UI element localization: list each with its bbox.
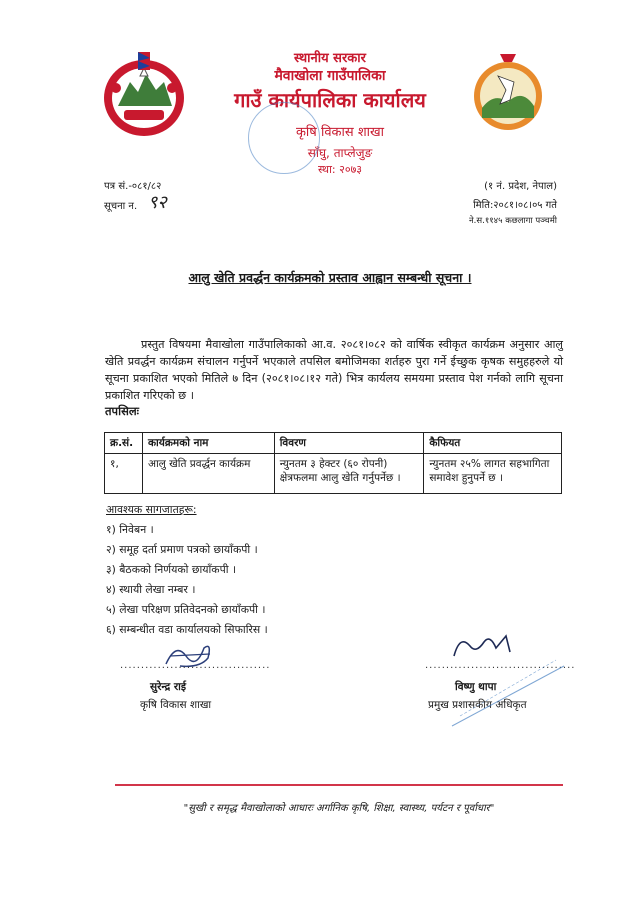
notice-subject: आलु खेति प्रवर्द्धन कार्यक्रमको प्रस्ताव आह्वान सम्बन्धी सूचना ।: [188, 270, 472, 285]
letter-date: मिति:२०८१।०८।०५ गते: [473, 200, 557, 211]
right-signatory-title: प्रमुख प्रशासकीय अधिकृत: [428, 699, 527, 711]
header-branch: कृषि विकास शाखा: [295, 125, 385, 140]
municipality-logo: [470, 52, 546, 136]
list-item: ६) सम्बन्धीत वडा कार्यालयको सिफारिस ।: [106, 623, 268, 636]
requirements-title: आवश्यक सागजातहरू:: [106, 503, 197, 516]
table-cell: न्युनतम २५% लागत सहभागिता समावेश हुनुपर्ने छ ।: [424, 454, 562, 494]
list-item: १) निवेबन ।: [106, 523, 154, 536]
list-item: ५) लेखा परिक्षण प्रतिवेदनको छायाँकपी ।: [106, 603, 266, 616]
office-stamp: [248, 102, 320, 174]
table-cell: १,: [105, 454, 143, 494]
left-signature-line: ....................................: [120, 660, 271, 671]
header-office-name: गाउँ कार्यपालिका कार्यालय: [234, 88, 426, 112]
table-row: [105, 454, 562, 494]
program-table: [104, 432, 562, 494]
header-local-government: स्थानीय सरकार: [294, 51, 366, 66]
table-cell: आलु खेति प्रवर्द्धन कार्यक्रम: [142, 454, 274, 494]
table-header-cell: कैफियत: [424, 433, 562, 454]
header-municipality-name: मैवाखोला गाउँपालिका: [274, 68, 386, 84]
table-cell: न्युनतम ३ हेक्टर (६० रोपनी) क्षेत्रफलमा आलु खेति गर्नुपर्नेछ ।: [274, 454, 424, 494]
nepal-sambat-date: ने.स.११४५ कछलागा पञ्चमी: [468, 216, 557, 226]
header-address: साँघु, ताप्लेजुङ: [307, 146, 373, 160]
list-item: ३) बैठकको निर्णयको छायाँकपी ।: [106, 563, 237, 576]
table-header-cell: विवरण: [274, 433, 424, 454]
left-signatory-name: सुरेन्द्र राई: [150, 681, 187, 693]
notice-number: ९२: [148, 192, 167, 213]
list-item: २) समूह दर्ता प्रमाण पत्रको छायाँकपी ।: [106, 543, 258, 556]
table-header-row: [105, 433, 562, 454]
official-stamp: [446, 656, 570, 730]
right-signatory-name: विष्णु थापा: [455, 681, 497, 693]
footer-divider: [115, 784, 563, 786]
list-item: ४) स्थायी लेखा नम्बर ।: [106, 583, 196, 596]
province-label: (१ नं. प्रदेश, नेपाल): [484, 181, 557, 192]
letter-number: पत्र सं.-०८१/८२: [104, 181, 162, 192]
tapsil-label: तपसिलः: [105, 404, 139, 418]
table-header-cell: कार्यक्रमको नाम: [142, 433, 274, 454]
notice-number-label: सूचना न.: [104, 201, 138, 212]
header-established: स्था: २०७३: [317, 163, 363, 176]
table-header-cell: क्र.सं.: [105, 433, 143, 454]
notice-body: प्रस्तुत विषयमा मैवाखोला गाउँपालिकाको आ.व. २०८१।०८२ को वार्षिक स्वीकृत कार्यक्रम अनुसार आलु खेति प्रवर्द्धन कार्यक्रम संचालन गर्नुपर्ने भएकाले तपसिल बमोजिमका शर्तहरु पुरा गर्ने ईच्छुक कृषक समुहहरुले यो सूचना प्रकाशित भएको मितिले ७ दिन (२०८१।०८।१२ गते) भित्र कार्यलय समयमा प्रस्ताव पेश गर्नको लागि सूचना प्रकाशित गरिएको छ ।: [105, 338, 563, 402]
left-signatory-title: कृषि विकास शाखा: [140, 699, 212, 711]
nepal-emblem-logo: [98, 48, 190, 140]
right-signature-line: ....................................: [425, 660, 576, 671]
footer-slogan: "सुखी र समृद्ध मैवाखोलाको आधारः अर्गानिक कृषि, शिक्षा, स्वास्थ्य, पर्यटन र पूर्वाधार": [183, 803, 495, 814]
